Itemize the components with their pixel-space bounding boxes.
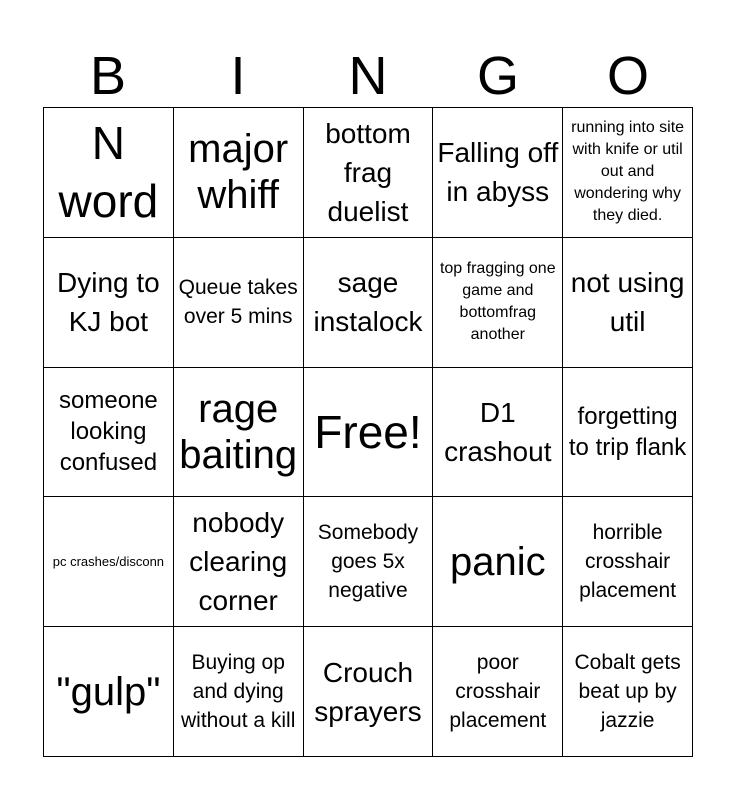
bingo-cell-r3c5[interactable]: forgetting to trip flank xyxy=(563,368,693,498)
bingo-cell-r2c3[interactable]: sage instalock xyxy=(304,238,434,368)
bingo-cell-r4c4[interactable]: panic xyxy=(433,497,563,627)
bingo-cell-r1c2[interactable]: major whiff xyxy=(174,108,304,238)
bingo-header xyxy=(43,44,693,108)
bingo-cell-r1c3[interactable]: bottom frag duelist xyxy=(304,108,434,238)
header-letter-i: I xyxy=(230,46,246,106)
header-letter-g: G xyxy=(476,46,519,106)
bingo-cell-r1c1[interactable]: N word xyxy=(44,108,174,238)
bingo-cell-r2c2[interactable]: Queue takes over 5 mins xyxy=(174,238,304,368)
header-letter-o: O xyxy=(606,46,649,106)
bingo-cell-r5c4[interactable]: poor crosshair placement xyxy=(433,627,563,757)
bingo-cell-r3c2[interactable]: rage baiting xyxy=(174,368,304,498)
bingo-cell-r4c5[interactable]: horrible crosshair placement xyxy=(563,497,693,627)
bingo-cell-r4c1[interactable]: pc crashes/disconn xyxy=(44,497,174,627)
bingo-cell-r4c3[interactable]: Somebody goes 5x negative xyxy=(304,497,434,627)
bingo-cell-r2c4[interactable]: top fragging one game and bottomfrag another xyxy=(433,238,563,368)
bingo-cell-r4c2[interactable]: nobody clearing corner xyxy=(174,497,304,627)
bingo-cell-r2c5[interactable]: not using util xyxy=(563,238,693,368)
bingo-cell-r5c1[interactable]: "gulp" xyxy=(44,627,174,757)
bingo-cell-r1c5[interactable]: running into site with knife or util out and wondering why they died. xyxy=(563,108,693,238)
bingo-grid xyxy=(43,107,693,757)
bingo-cell-r2c1[interactable]: Dying to KJ bot xyxy=(44,238,174,368)
bingo-cell-r3c4[interactable]: D1 crashout xyxy=(433,368,563,498)
header-letter-n: N xyxy=(348,46,388,106)
bingo-cell-r1c4[interactable]: Falling off in abyss xyxy=(433,108,563,238)
bingo-cell-r5c3[interactable]: Crouch sprayers xyxy=(304,627,434,757)
bingo-cell-r5c5[interactable]: Cobalt gets beat up by jazzie xyxy=(563,627,693,757)
bingo-cell-r3c1[interactable]: someone looking confused xyxy=(44,368,174,498)
bingo-cell-r5c2[interactable]: Buying op and dying without a kill xyxy=(174,627,304,757)
bingo-cell-free[interactable]: Free! xyxy=(304,368,434,498)
header-letter-b: B xyxy=(89,46,127,106)
